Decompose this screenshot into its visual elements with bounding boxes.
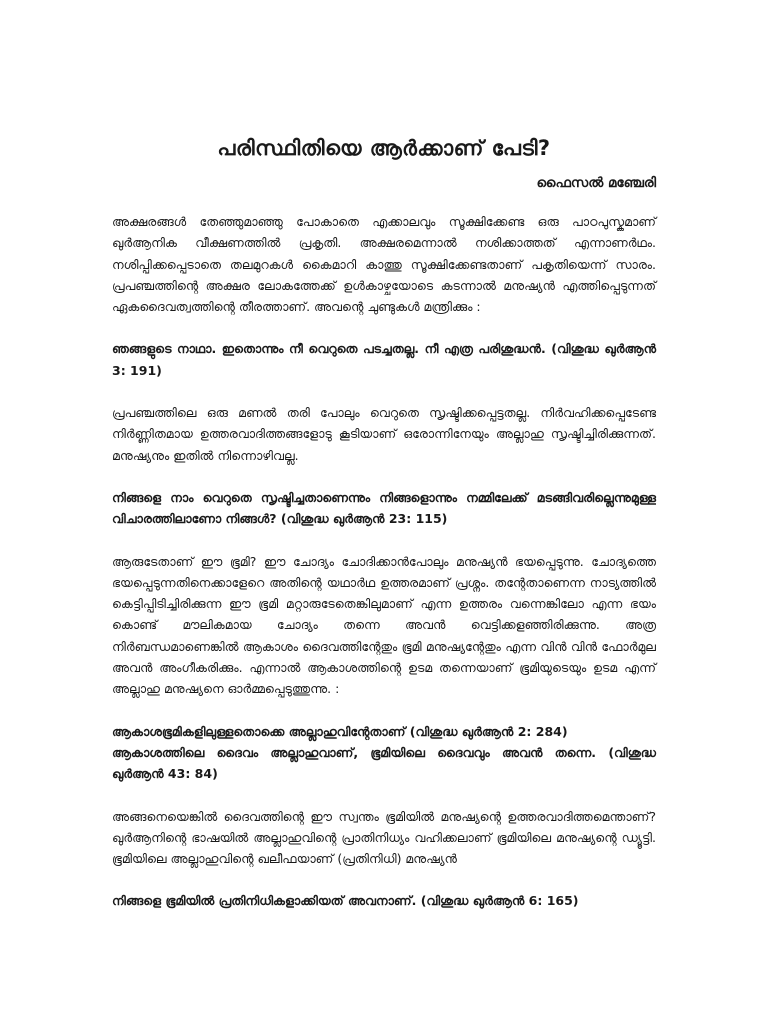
paragraph-4: അങ്ങനെയെങ്കിൽ ദൈവത്തിന്റെ ഈ സ്വന്തം ഭൂമിയിൽ മനുഷ്യന്റെ ഉത്തരവാദിത്തമെന്താണ്? ഖുർആനിന്റെ ഭാഷയിൽ അല്ലാഹുവിന്റെ പ്രാതിനിധ്യം വഹിക്കലാണ് ഭൂമിയിലെ മനുഷ്യന്റെ ഡ്യൂട്ടി. ഭൂമിയിലെ അല്ലാഹുവിന്റെ ഖലീഫയാണ് (പ്രതിനിധി) മനുഷ്യൻ xyxy=(112,808,656,867)
article-title: പരിസ്ഥിതിയെ ആർക്കാണ് പേടി? xyxy=(217,136,551,160)
paragraph-2: പ്രപഞ്ചത്തിലെ ഒരു മണൽ തരി പോലും വെറുതെ സൃഷ്ടിക്കപ്പെട്ടതല്ല. നിർവഹിക്കപ്പെടേണ്ട നിർണ്ണിതമായ ഉത്തരവാദിത്തങ്ങളോടു കൂടിയാണ് ഒരോന്നിനേയും അല്ലാഹു സൃഷ്ടിച്ചിരിക്കുന്നത്. മനുഷ്യനും ഇതിൽ നിന്നൊഴിവല്ല. xyxy=(112,405,656,463)
quote-4: ആകാശത്തിലെ ദൈവം അല്ലാഹുവാണ്, ഭൂമിയിലെ ദൈവവും അവൻ തന്നെ. (വിശുദ്ധ ഖുർആൻ 43: 84) xyxy=(112,744,656,782)
quote-1: ഞങ്ങളുടെ നാഥാ. ഇതൊന്നും നീ വെറുതെ പടച്ചതല്ല. നീ എത്ര പരിശുദ്ധൻ. (വിശുദ്ധ ഖുർആൻ 3: 191) xyxy=(112,341,656,378)
paragraph-3: ആരുടേതാണ് ഈ ഭൂമി? ഈ ചോദ്യം ചോദിക്കാൻപോലും മനുഷ്യൻ ഭയപ്പെടുന്നു. ചോദ്യത്തെ ഭയപ്പെടുന്നതിനെക്കാളേറെ അതിന്റെ യഥാർഥ ഉത്തരമാണ് പ്രശ്നം. തന്റേതാണെന്ന നാട്യത്തിൽ കെട്ടിപ്പിടിച്ചിരിക്കുന്ന ഈ ഭൂമി മറ്റാരുടേതെങ്കിലുമാണ് എന്ന ഉത്തരം വന്നെങ്കിലോ എന്ന ഭയം കൊണ്ട് മൗലികമായ ചോദ്യം തന്നെ അവൻ വെട്ടിക്കളഞ്ഞിരിക്കുന്നു. അത്ര നിർബന്ധമാണെങ്കിൽ ആകാശം ദൈവത്തിന്റേതും ഭൂമി മനുഷ്യന്റേതും എന്ന വിൻ വിൻ ഫോർമുല അവൻ അംഗീകരിക്കും. എന്നാൽ ആകാശത്തിന്റെ ഉടമ തന്നെയാണ് ഭൂമിയുടെയും ഉടമ എന്ന് അല്ലാഹു മനുഷ്യനെ ഓർമ്മപ്പെടുത്തുന്നു. : xyxy=(112,553,656,697)
quote-5: നിങ്ങളെ ഭൂമിയിൽ പ്രതിനിധികളാക്കിയത് അവനാണ്. (വിശുദ്ധ ഖുർആൻ 6: 165) xyxy=(112,893,579,909)
article-author: ഫൈസൽ മഞ്ചേരി xyxy=(536,175,656,191)
quote-2: നിങ്ങളെ നാം വെറുതെ സൃഷ്ടിച്ചതാണെന്നും നിങ്ങളൊന്നും നമ്മിലേക്ക് മടങ്ങിവരില്ലെന്നുമുള്ള വിചാരത്തിലാണോ നിങ്ങൾ? (വിശുദ്ധ ഖുർആൻ 23: 115) xyxy=(112,489,656,527)
paragraph-1: അക്ഷരങ്ങൾ തേഞ്ഞുമാഞ്ഞു പോകാതെ എക്കാലവും സൂക്ഷിക്കേണ്ട ഒരു പാഠപുസ്കമാണ് ഖുർആനിക വീക്ഷണത്തിൽ പ്രകൃതി. അക്ഷരമെന്നാൽ നശിക്കാത്തത് എന്നാണർഥം. നശിപ്പിക്കപ്പെടാതെ തലമുറകൾ കൈമാറി കാത്തു സൂക്ഷിക്കേണ്ടതാണ് പകൃതിയെന്ന് സാരം. പ്രപഞ്ചത്തിന്റെ അക്ഷര ലോകത്തേക്ക് ഉൾകാഴ്ചയോടെ കടന്നാൽ മനുഷ്യൻ എത്തിപ്പെടുന്നത് ഏകദൈവത്വത്തിന്റെ തീരത്താണ്. അവന്റെ ചുണ്ടുകൾ മന്ത്രിക്കും : xyxy=(112,214,656,315)
quote-3: ആകാശഭൂമികളിലുള്ളതൊക്കെ അല്ലാഹുവിന്റേതാണ് (വിശുദ്ധ ഖുർആൻ 2: 284) xyxy=(112,723,568,739)
